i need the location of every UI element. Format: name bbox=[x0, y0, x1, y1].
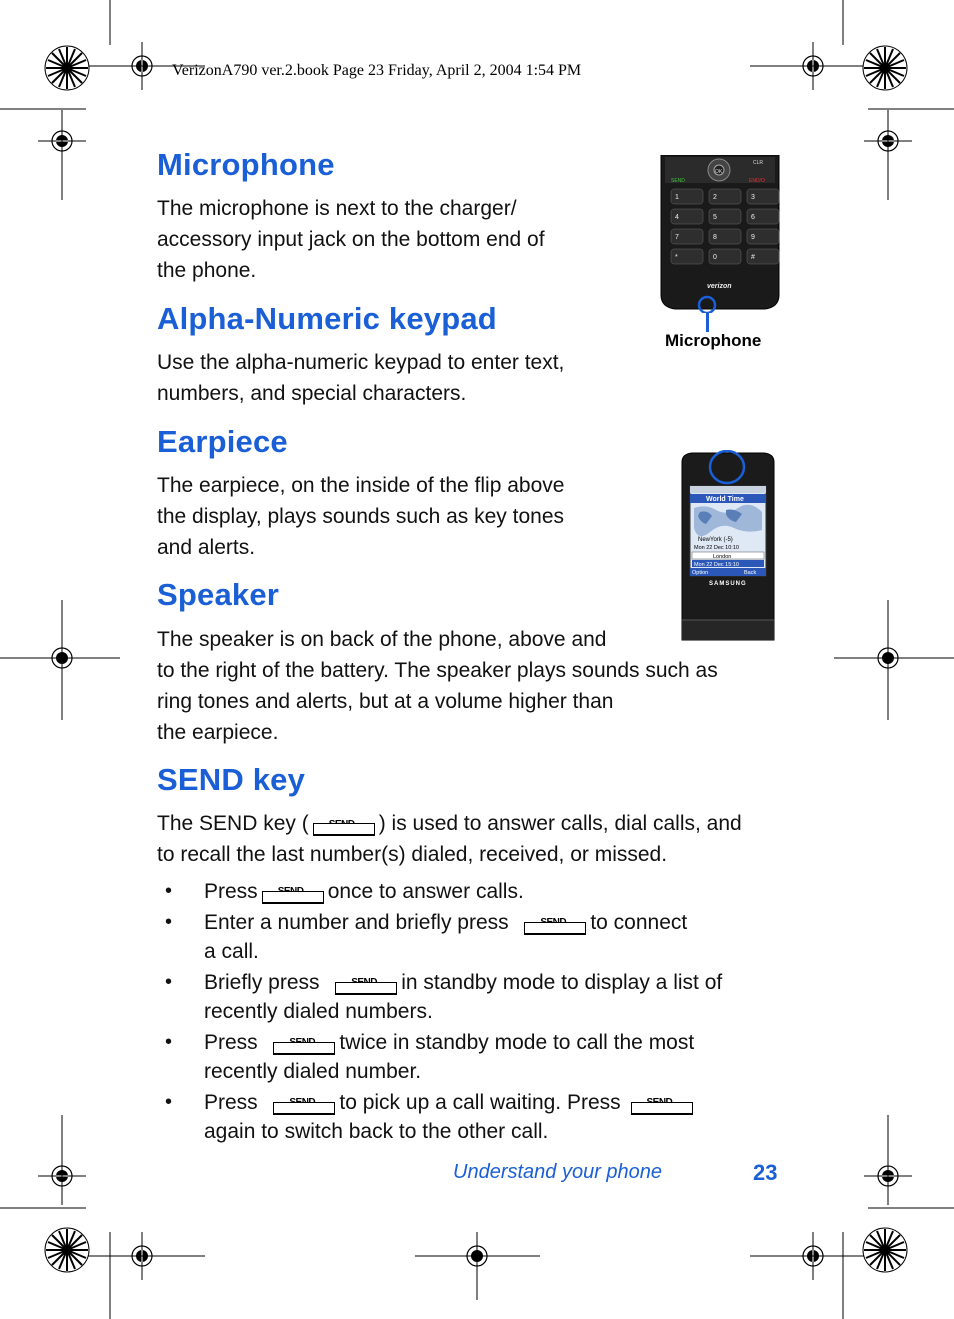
phone-keypad-illustration bbox=[657, 155, 783, 313]
text-line: the display, plays sounds such as key tones bbox=[157, 505, 565, 528]
text-line: accessory input jack on the bottom end of bbox=[157, 228, 545, 251]
send-key-icon bbox=[313, 812, 375, 836]
heading-send-key: SEND key bbox=[157, 762, 306, 797]
send-intro-b: ) is used to answer calls, dial calls, and bbox=[378, 812, 742, 835]
send-key-icon bbox=[335, 971, 397, 995]
text-line: The microphone is next to the charger/ bbox=[157, 197, 517, 220]
text-line: the earpiece. bbox=[157, 721, 279, 744]
page-number: 23 bbox=[753, 1160, 778, 1185]
bullet-icon: • bbox=[165, 971, 173, 993]
paragraph-speaker bbox=[157, 624, 718, 748]
list-item: • Press to pick up a call waiting. Press again to switch back to the other call. bbox=[157, 1088, 807, 1148]
keypad-key-label: 1 bbox=[675, 194, 679, 201]
bullet-icon: • bbox=[165, 1031, 173, 1053]
screen-time2: Mon 22 Dec 15:10 bbox=[694, 562, 739, 568]
keypad-key-label: 9 bbox=[751, 234, 755, 241]
clr-key-label: CLR bbox=[753, 160, 764, 166]
heading-keypad: Alpha-Numeric keypad bbox=[157, 301, 497, 336]
send-key-icon bbox=[273, 1031, 335, 1055]
end-key-label: END/O bbox=[749, 178, 765, 184]
text-line: Use the alpha-numeric keypad to enter text, bbox=[157, 351, 565, 374]
heading-microphone: Microphone bbox=[157, 147, 335, 182]
send-key-icon bbox=[262, 880, 324, 904]
bullet-icon: • bbox=[165, 1091, 173, 1113]
keypad-key-label: 7 bbox=[675, 234, 679, 241]
keypad-key-label: 6 bbox=[751, 214, 755, 221]
phone-screen-illustration bbox=[676, 450, 780, 642]
text-line bbox=[157, 808, 742, 839]
paragraph-earpiece bbox=[157, 470, 564, 563]
text-line: numbers, and special characters. bbox=[157, 382, 467, 405]
keypad-key-label: 3 bbox=[751, 194, 755, 201]
screen-soft-left: Option bbox=[692, 570, 709, 576]
paragraph-microphone bbox=[157, 193, 545, 286]
heading-speaker: Speaker bbox=[157, 577, 280, 612]
text-line: The earpiece, on the inside of the flip above bbox=[157, 474, 565, 497]
send-key-icon bbox=[631, 1091, 693, 1115]
verizon-logo: verizon bbox=[707, 283, 732, 290]
text-line: to the right of the battery. The speaker plays sounds such as bbox=[157, 659, 718, 682]
samsung-logo: SAMSUNG bbox=[709, 581, 747, 587]
text-line: the phone. bbox=[157, 259, 257, 282]
text-line: The speaker is on back of the phone, above and bbox=[157, 628, 607, 651]
microphone-caption: Microphone bbox=[665, 331, 762, 350]
screen-title: World Time bbox=[706, 496, 744, 503]
keypad-key-label: 4 bbox=[675, 214, 679, 221]
screen-soft-right: Back bbox=[744, 570, 757, 576]
keypad-key-label: 8 bbox=[713, 234, 717, 241]
ok-key-label: OK bbox=[715, 169, 723, 175]
bullet-icon: • bbox=[165, 880, 173, 902]
screen-city2: London bbox=[713, 554, 732, 560]
print-header: VerizonA790 ver.2.book Page 23 Friday, April 2, 2004 1:54 PM bbox=[172, 62, 582, 79]
paragraph-keypad bbox=[157, 347, 564, 409]
send-key-bullets bbox=[157, 877, 807, 1148]
list-item: • Briefly press in standby mode to display a list of recently dialed numbers. bbox=[157, 968, 807, 1028]
keypad-key-label: 5 bbox=[713, 214, 717, 221]
screen-city1: NewYork (-5) bbox=[698, 537, 733, 543]
text-line: ring tones and alerts, but at a volume higher than bbox=[157, 690, 614, 713]
send-key-label: SEND bbox=[671, 178, 685, 184]
keypad-key-label: # bbox=[751, 254, 755, 261]
list-item: • Enter a number and briefly press to connect a call. bbox=[157, 908, 807, 968]
keypad-key-label: 2 bbox=[713, 194, 717, 201]
list-item: • Press once to answer calls. bbox=[157, 877, 807, 908]
text-line: and alerts. bbox=[157, 536, 256, 559]
bullet-icon: • bbox=[165, 911, 173, 933]
keypad-key-label: 0 bbox=[713, 254, 717, 261]
screen-time1: Mon 22 Dec 10:10 bbox=[694, 545, 739, 551]
text-line: to recall the last number(s) dialed, received, or missed. bbox=[157, 843, 668, 866]
heading-earpiece: Earpiece bbox=[157, 424, 288, 459]
send-intro-a: The SEND key ( bbox=[157, 812, 309, 835]
keypad-key-label: * bbox=[675, 254, 678, 261]
send-key-icon bbox=[273, 1091, 335, 1115]
microphone-callout-line bbox=[706, 312, 709, 332]
paragraph-send-key bbox=[157, 808, 742, 870]
list-item: • Press twice in standby mode to call the most recently dialed number. bbox=[157, 1028, 807, 1088]
send-key-icon bbox=[524, 911, 586, 935]
footer-section-title: Understand your phone bbox=[453, 1161, 663, 1183]
